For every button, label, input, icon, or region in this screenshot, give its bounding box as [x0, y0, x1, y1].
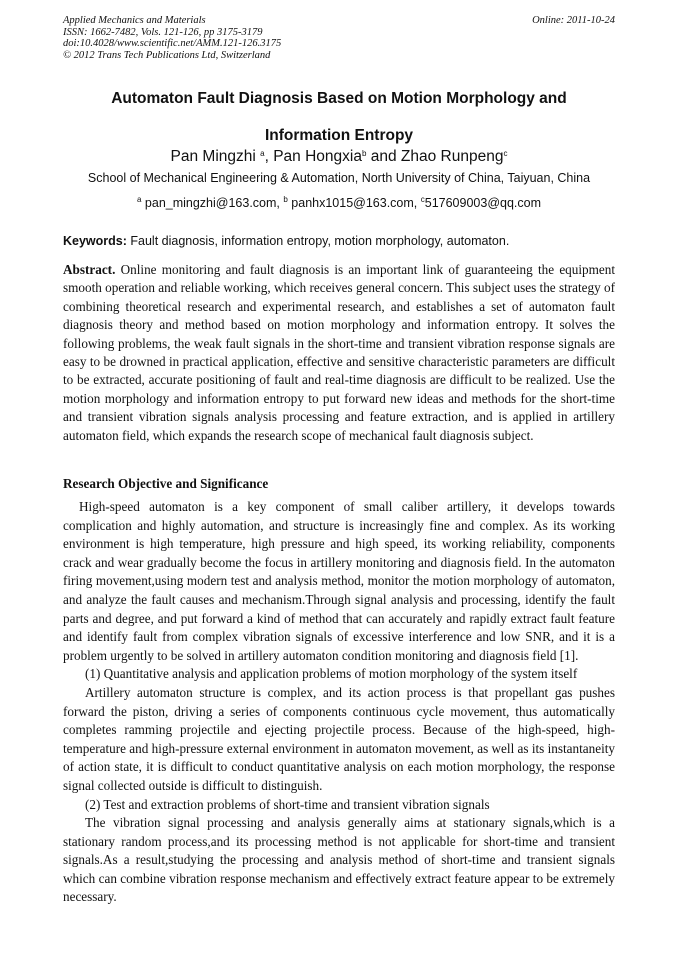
author-separator: ,	[264, 148, 274, 165]
paper-title-line-2: Information Entropy	[264, 127, 414, 144]
email-a: pan_mingzhi@163.com,	[141, 196, 284, 210]
email-mark-b: b	[283, 195, 288, 204]
author-1-mark: a	[260, 149, 265, 158]
email-b: panhx1015@163.com,	[287, 196, 421, 210]
paper-title-line-1: Automaton Fault Diagnosis Based on Motion Morphology and	[111, 90, 567, 107]
body-paragraph: The vibration signal processing and analysis generally aims at stationary signals,which is a stationary random process,and its processing method is not applicable for short-time and transient signals.As a result,studying the processing and analysis method of short-time and transient signals which can combine vibration response mechanism and effectively extract feature appear to be extremely necessary.	[63, 815, 615, 905]
author-1: Pan Mingzhi	[170, 148, 256, 165]
doi-line: doi:10.4028/www.scientific.net/AMM.121-126.3175	[63, 38, 282, 49]
keywords	[63, 234, 615, 248]
author-2: Pan Hongxia	[273, 148, 362, 165]
abstract-label: Abstract.	[63, 262, 116, 277]
keywords-label: Keywords:	[63, 234, 127, 248]
authors	[63, 148, 615, 166]
abstract-text: Online monitoring and fault diagnosis is an important link of guaranteeing the equipment smooth operation and reliable working, which receives general concern. This subject uses the strategy of combining theoretical research and experimental research, and establishes a set of automaton fault diagnosis theory and method based on motion morphology and information entropy. It solves the following problems, the weak fault signals in the short-time and transient vibration response signals are easy to be drowned in practical application, effective and sensitive characteristic parameters are difficult to be extracted, accurate positioning of fault and real-time diagnosis are difficult to be realized. Use the motion morphology and information entropy to put forward new ideas and methods for the short-time and transient vibration signals analysis processing and feature extraction, and is applied in artillery automaton field, which expands the research scope of mechanical fault diagnosis subject.	[63, 262, 615, 443]
author-2-mark: b	[361, 149, 367, 158]
body-paragraph: Artillery automaton structure is complex, and its action process is that propellant gas pushes forward the piston, driving a series of components continuous cycle movement, thus automatically completes ramming projectile and ejecting projectile process. Because of the high-speed, high-temperature and high-pressure external environment in automaton movement, as well as its instantaneity of action state, it is difficult to conduct quantitative analysis on each motion morphology, the response signal collected outside is difficult to distinguish.	[63, 684, 615, 793]
author-separator: and	[366, 148, 401, 165]
issn-line: ISSN: 1662-7482, Vols. 121-126, pp 3175-3179	[63, 26, 263, 38]
section-heading: Research Objective and Significance	[63, 476, 269, 491]
keywords-text: Fault diagnosis, information entropy, motion morphology, automaton.	[126, 234, 510, 248]
author-3-mark: c	[503, 149, 508, 158]
journal-header	[63, 15, 615, 61]
body-paragraph: High-speed automaton is a key component of small caliber artillery, it develops towards complication and highly automation, and structure is increasingly fine and complex. As its working environment is high temperature, high pressure and high speed, its working reliability, components crack and wear gradually become the focus in artillery monitoring and diagnosis field. In the automaton firing movement,using modern test and analysis method, monitor the motion morphology of automaton, and analyze the fault causes and mechanism.Through signal analysis and processing, identify the fault parts and degree, and put forward a kind of method that can accurately and rapidly extract fault feature and identify fault from complex vibration signals of excessive interference and low SNR, and it is a problem urgently to be solved in artillery automaton condition monitoring and diagnosis field [1].	[63, 499, 615, 663]
author-emails	[63, 196, 615, 210]
email-mark-c: c	[420, 195, 425, 204]
journal-name: Applied Mechanics and Materials	[63, 15, 206, 26]
abstract	[63, 261, 615, 445]
section-body	[63, 498, 615, 907]
copyright-line: © 2012 Trans Tech Publications Ltd, Switzerland	[63, 49, 271, 61]
affiliation: School of Mechanical Engineering & Automation, North University of China, Taiyuan, China	[87, 171, 591, 185]
body-paragraph: (2) Test and extraction problems of short-time and transient vibration signals	[85, 796, 490, 812]
body-paragraph: (1) Quantitative analysis and application problems of motion morphology of the system itself	[85, 666, 578, 682]
author-3: Zhao Runpeng	[400, 148, 504, 165]
online-date: Online: 2011-10-24	[532, 15, 615, 26]
email-mark-a: a	[136, 195, 142, 204]
email-c: 517609003@qq.com	[424, 196, 541, 210]
